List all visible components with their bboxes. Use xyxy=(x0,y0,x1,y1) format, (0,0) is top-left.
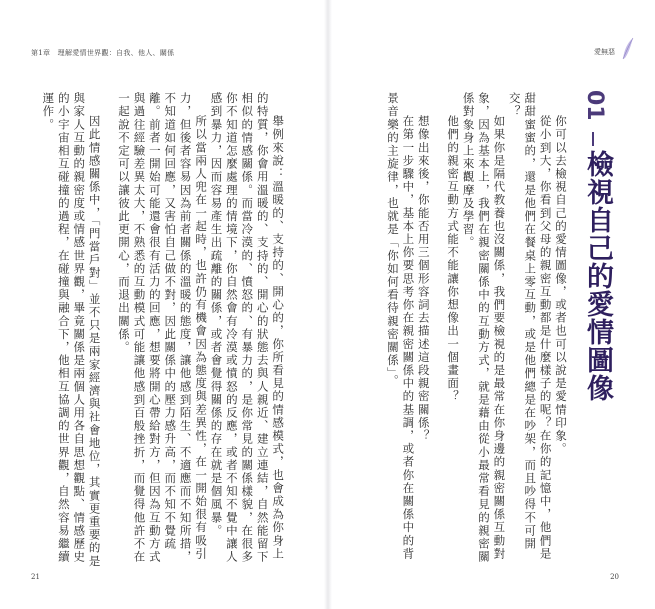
right-page-body xyxy=(385,92,568,572)
paragraph: 在第一步驟中，基本上你要思考你在親密關係中的基調，或者你在關係中的背景音樂的主旋律，也就是「你如何看待親密關係」。 xyxy=(385,92,416,561)
left-page-number: 21 xyxy=(31,573,40,581)
section-title: 檢視自己的愛情圖像 xyxy=(582,150,613,402)
right-page-number: 20 xyxy=(610,573,619,581)
book-gutter xyxy=(324,0,332,609)
paragraph: 想像出來後，你能否用三個形容詞去描述這段親密關係？ xyxy=(416,115,431,443)
paragraph: 從小到大，你看到父母的親密互動都是什麼樣子的呢？在你的記憶中，他們是甜甜蜜蜜的，還是他們在餐桌上零互動，或是他們總是在吵架，而且吵得不可開交？ xyxy=(507,92,553,561)
right-running-head: 愛無惡 xyxy=(594,48,615,56)
feather-ornament-icon xyxy=(619,37,635,61)
paragraph: 因此情感關係中，「門當戶對」並不只是兩家經濟與社會地位，其實更重要的是與家人互動的親密度或情感世界觀，畢竟關係是兩個人用各自思想觀點、情感歷史的小宇宙相互碰撞的過程，在碰撞與融合下，他相互協調的世界觀，自然容易繼續運作。 xyxy=(41,92,102,568)
paragraph: 你可以去檢視自己的愛情圖像，或者也可以說是愛情印象。 xyxy=(554,115,568,456)
section-divider xyxy=(592,132,594,146)
left-running-head: 第1章 理解愛情世界觀：自我、他人、關係 xyxy=(31,49,175,57)
paragraph: 舉例來說：溫暖的、支持的、開心的，你所看見的情感模式，也會成為你身上的特質，你會用溫暖的、支持的、開心的狀態去與人親近、建立連結，自然能留下相似的情感關係。而當冷漠的、憤怒的、有暴力的，是你常見的關係樣貌，在很多你不知道怎麼處理的情境下，你自然會有冷漠或憤怒的反應，或者不知不覺中讓人感到暴力，因而容易產生出疏離的關係，或者會覺得關係的存在就是個風暴。 xyxy=(209,92,286,564)
section-number: 01 xyxy=(582,90,607,121)
paragraph: 所以當兩人兜在一起時，也許仍有機會因為態度與差異性，在一開始很有吸引力，但後者容易因為前者關係的溫暖的態度，讓他感到陌生、不適應而不知所措，不知道如何回應，又害怕自己做不對，因此關係中的壓力感升高，而不知不覺疏離。前者一開始可能還會很有活力的回應，想要將開心帶給對方，但因為互動方式與過往經驗差異太大，不熟悉的互動模式可能讓他感到百般挫折，而覺得他許不在一起說不定可以讓彼此更開心，而退出關係。 xyxy=(117,92,209,564)
left-page-body xyxy=(26,92,285,572)
paragraph: 他們的親密互動方式能不能讓你想像出一個畫面？ xyxy=(446,115,461,404)
paragraph: 如果你是隔代教養也沒關係，我們要檢視的是最常在你身邊的親密關係互動對象，因為基本上，我們在親密關係中的互動方式，就是藉由從小最常看見的親密關係對象身上來觀摩及學習。 xyxy=(461,92,507,564)
